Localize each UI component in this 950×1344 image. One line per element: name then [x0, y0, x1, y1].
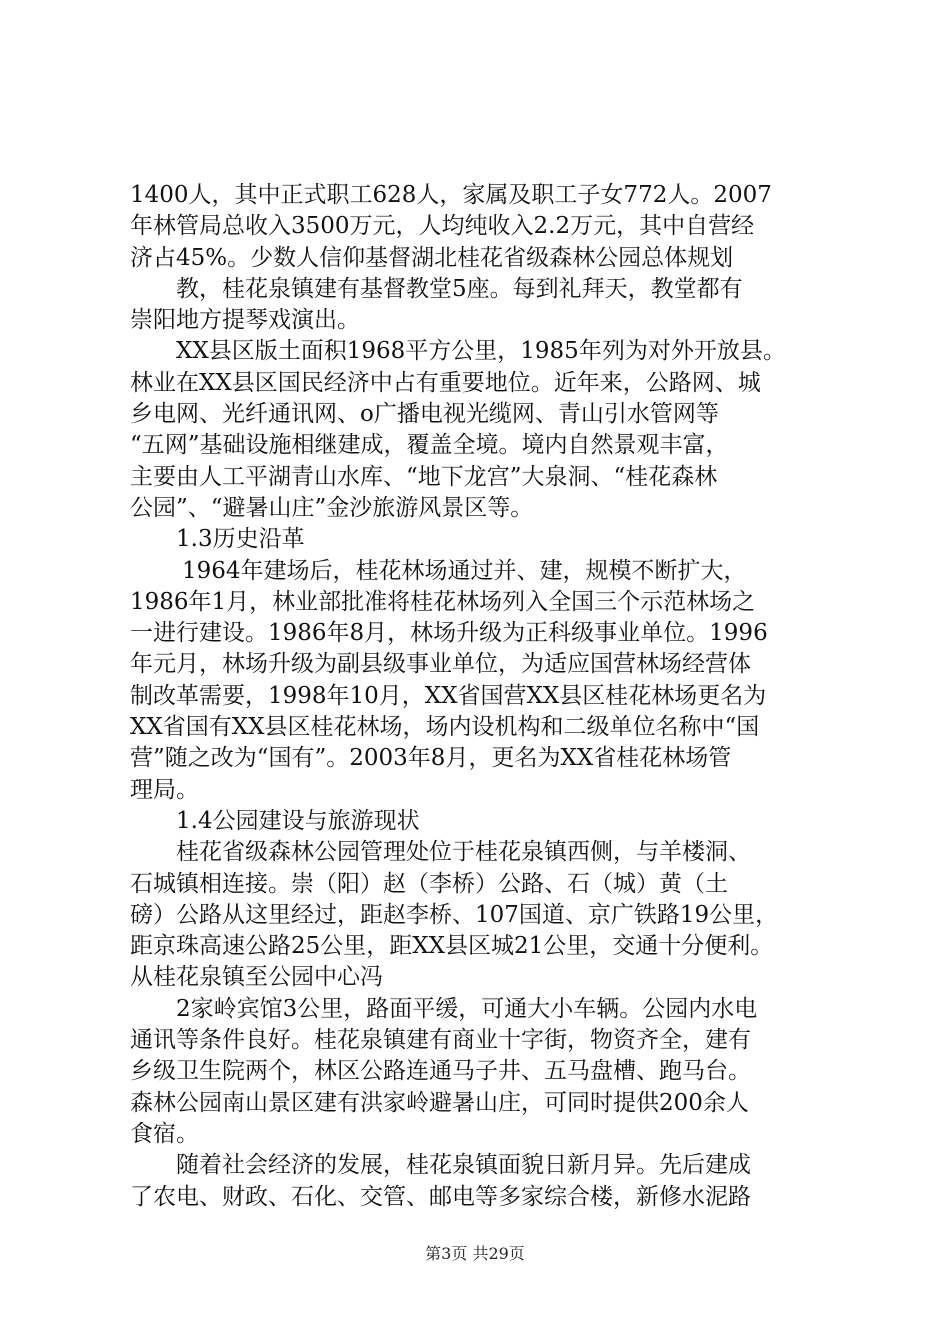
- text-line: 公园”、“避暑山庄”金沙旅游风景区等。: [130, 494, 534, 521]
- text-line: 制改革需要，1998年10月，XX省国营XX县区桂花林场更名为: [130, 682, 767, 709]
- text-line: 年元月，林场升级为副县级事业单位，为适应国营林场经营体: [130, 651, 751, 678]
- text-line: 乡级卫生院两个，林区公路连通马子井、五马盘槽、跑马台。: [130, 1058, 751, 1085]
- text-line: XX县区版土面积1968平方公里，1985年列为对外开放县。: [176, 338, 786, 365]
- text-line: 随着社会经济的发展，桂花泉镇面貌日新月异。先后建成: [176, 1152, 751, 1179]
- text-line: 一进行建设。1986年8月，林场升级为正科级事业单位。1996: [130, 620, 768, 647]
- text-line: 1964年建场后，桂花林场通过并、建，规模不断扩大，: [182, 557, 747, 584]
- text-line: 崇阳地方提琴戏演出。: [130, 307, 360, 334]
- text-line: 年林管局总收入3500万元，人均纯收入2.2万元，其中自营经: [130, 213, 755, 240]
- text-line: 教，桂花泉镇建有基督教堂5座。每到礼拜天，教堂都有: [176, 275, 743, 302]
- text-line: “五网”基础设施相继建成，覆盖全境。境内自然景观丰富，: [130, 432, 729, 459]
- text-line: 济占45%。少数人信仰基督湖北桂花省级森林公园总体规划: [130, 244, 734, 271]
- text-line: 1986年1月，林业部批准将桂花林场列入全国三个示范林场之: [130, 588, 756, 615]
- text-line: 石城镇相连接。崇（阳）赵（李桥）公路、石（城）黄（土: [130, 870, 728, 897]
- text-line: 森林公园南山景区建有洪家岭避暑山庄，可同时提供200余人: [130, 1089, 749, 1116]
- text-line: XX省国有XX县区桂花林场，场内设机构和二级单位名称中“国: [130, 714, 760, 741]
- text-line: 乡电网、光纤通讯网、o广播电视光缆网、青山引水管网等: [130, 401, 719, 428]
- text-line: 距京珠高速公路25公里，距XX县区城21公里，交通十分便利。: [130, 933, 774, 960]
- text-line: 2家岭宾馆3公里，路面平缓，可通大小车辆。公园内水电: [176, 995, 758, 1022]
- text-line: 了农电、财政、石化、交管、邮电等多家综合楼，新修水泥路: [130, 1183, 751, 1210]
- text-line: 理局。: [130, 776, 199, 803]
- text-line: 林业在XX县区国民经济中占有重要地位。近年来，公路网、城: [130, 369, 761, 396]
- section-heading: 1.4公园建设与旅游现状: [176, 807, 420, 834]
- text-line: 通讯等条件良好。桂花泉镇建有商业十字街，物资齐全，建有: [130, 1027, 751, 1054]
- text-line: 磅）公路从这里经过，距赵李桥、107国道、京广铁路19公里，: [130, 901, 779, 928]
- text-line: 桂花省级森林公园管理处位于桂花泉镇西侧，与羊楼洞、: [176, 839, 751, 866]
- text-line: 食宿。: [130, 1120, 199, 1147]
- text-line: 主要由人工平湖青山水库、“地下龙宫”大泉洞、“桂花森林: [130, 463, 718, 490]
- section-heading: 1.3历史沿革: [176, 526, 305, 553]
- page-number-footer: 第3页 共29页: [425, 1244, 525, 1263]
- text-line: 营”随之改为“国有”。2003年8月，更名为XX省桂花林场管: [130, 745, 732, 772]
- text-line: 1400人，其中正式职工628人，家属及职工子女772人。2007: [130, 182, 772, 208]
- body-text: [130, 180, 842, 1213]
- text-line: 从桂花泉镇至公园中心冯: [130, 964, 383, 991]
